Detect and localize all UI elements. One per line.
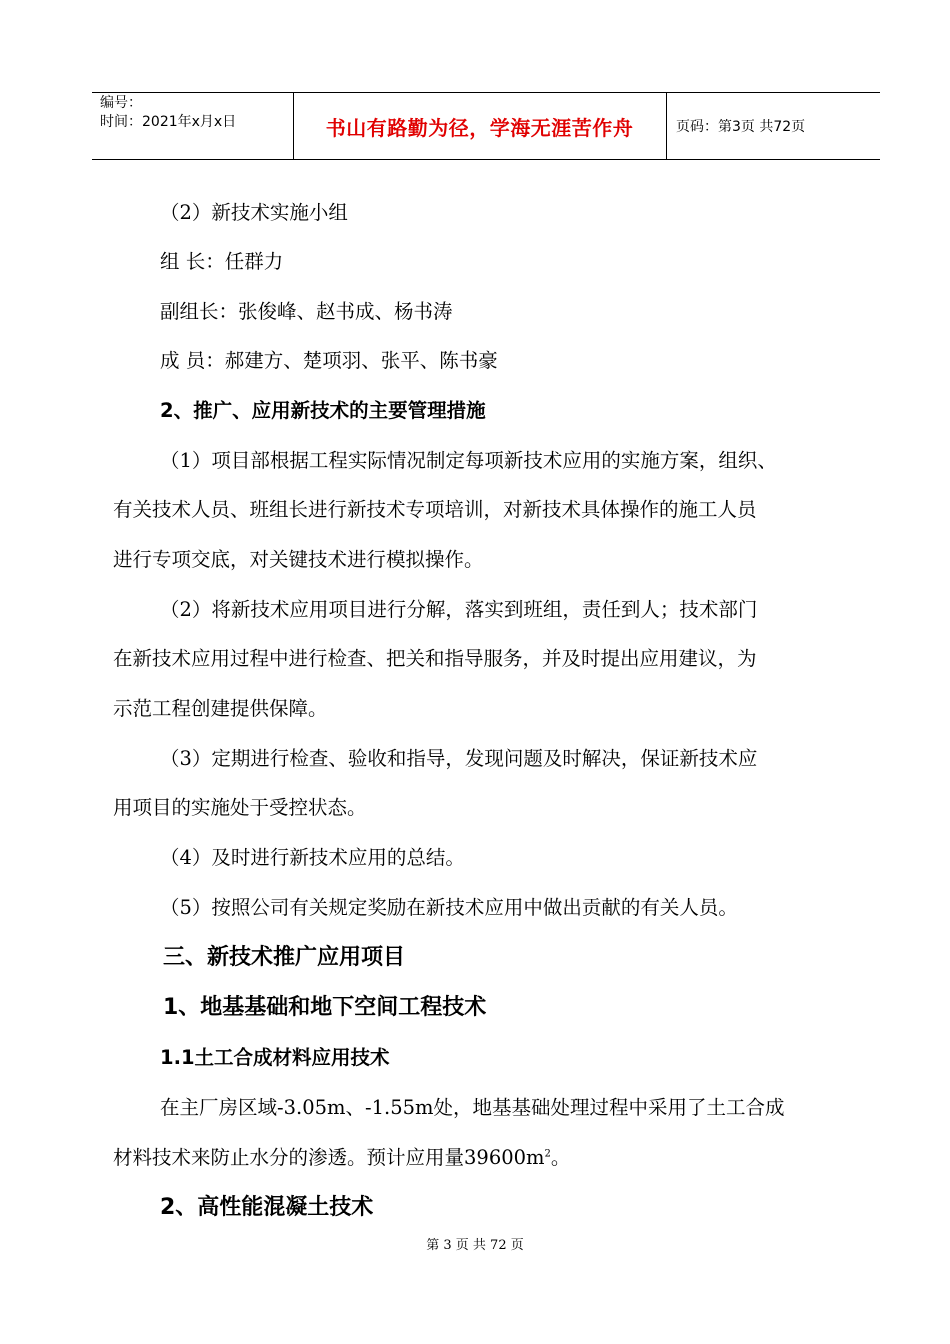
paragraph-line: 示范工程创建提供保障。 bbox=[113, 697, 328, 720]
header-motto: 书山有路勤为径，学海无涯苦作舟 bbox=[325, 115, 634, 140]
paragraph-line: 在主厂房区域-3.05m、-1.55m处，地基基础处理过程中采用了土工合成 bbox=[160, 1096, 785, 1119]
paragraph-line: （5）按照公司有关规定奖励在新技术应用中做出贡献的有关人员。 bbox=[160, 896, 738, 919]
header-divider bbox=[666, 93, 667, 159]
page-header bbox=[92, 92, 880, 160]
paragraph-line: 副组长：张俊峰、赵书成、杨书涛 bbox=[160, 300, 453, 323]
section-heading: 1、地基基础和地下空间工程技术 bbox=[163, 995, 487, 1020]
paragraph-text: 。 bbox=[550, 1146, 571, 1169]
section-heading: 2、高性能混凝土技术 bbox=[160, 1195, 374, 1220]
paragraph-line: 用项目的实施处于受控状态。 bbox=[113, 796, 367, 819]
paragraph-line: 有关技术人员、班组长进行新技术专项培训，对新技术具体操作的施工人员 bbox=[113, 498, 757, 521]
paragraph-line: （4）及时进行新技术应用的总结。 bbox=[160, 846, 465, 869]
subsection-heading: 1.1土工合成材料应用技术 bbox=[160, 1046, 390, 1069]
paragraph-line: 组 长：任群力 bbox=[160, 250, 284, 273]
header-meta bbox=[100, 94, 236, 132]
section-heading: 2、推广、应用新技术的主要管理措施 bbox=[160, 399, 486, 422]
header-number: 编号： bbox=[100, 95, 142, 111]
superscript: 2 bbox=[544, 1148, 551, 1160]
paragraph-line: 进行专项交底，对关键技术进行模拟操作。 bbox=[113, 548, 484, 571]
paragraph-line: （2）将新技术应用项目进行分解，落实到班组，责任到人；技术部门 bbox=[160, 598, 758, 621]
paragraph-line: （3）定期进行检查、验收和指导，发现问题及时解决，保证新技术应 bbox=[160, 747, 758, 770]
paragraph-line: 成 员：郝建方、楚项羽、张平、陈书豪 bbox=[160, 349, 498, 372]
paragraph-line bbox=[113, 1145, 570, 1171]
paragraph-line: （1）项目部根据工程实际情况制定每项新技术应用的实施方案，组织、 bbox=[160, 449, 777, 472]
paragraph-line: 在新技术应用过程中进行检查、把关和指导服务，并及时提出应用建议，为 bbox=[113, 647, 757, 670]
paragraph-line: （2）新技术实施小组 bbox=[160, 201, 348, 224]
chapter-heading: 三、新技术推广应用项目 bbox=[163, 945, 406, 970]
header-page-number: 页码：第3页 共72页 bbox=[676, 119, 806, 135]
header-time: 时间：2021年x月x日 bbox=[100, 114, 237, 130]
page-footer: 第 3 页 共 72 页 bbox=[426, 1238, 524, 1253]
paragraph-text: 材料技术来防止水分的渗透。预计应用量39600m bbox=[113, 1146, 545, 1169]
